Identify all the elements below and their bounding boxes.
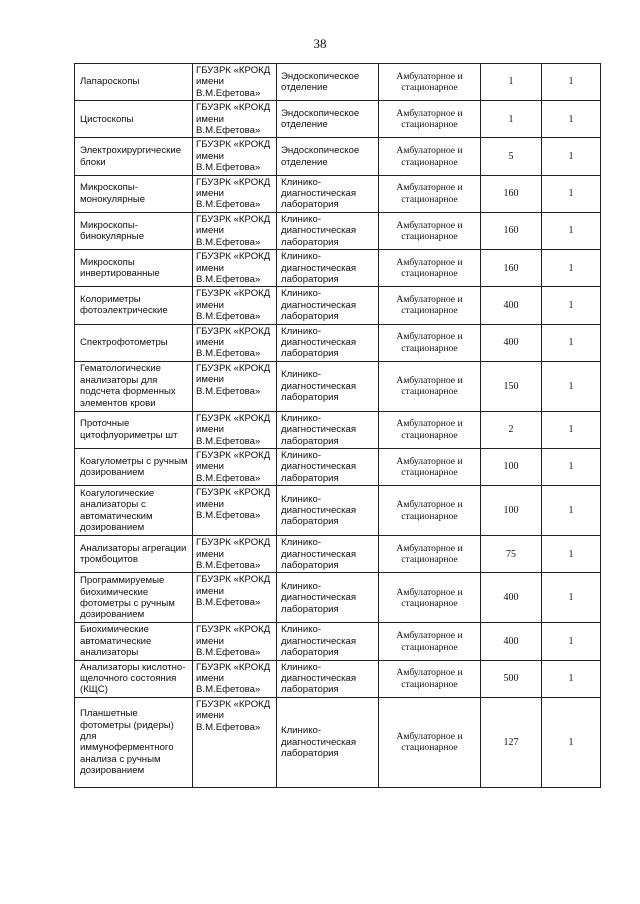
table-row [75, 660, 601, 697]
unit-count: 1 [542, 623, 601, 660]
equipment-name: Колориметры фотоэлектрические [75, 287, 193, 324]
equipment-name: Спектрофотометры [75, 324, 193, 361]
department-name: Эндоскопическое отделение [277, 101, 379, 138]
equipment-quantity: 400 [481, 287, 542, 324]
care-mode: Амбулаторное и стационарное [379, 361, 481, 411]
unit-count: 1 [542, 250, 601, 287]
organization-name: ГБУЗРК «КРОКД имени В.М.Ефетова» [193, 64, 277, 101]
table-row [75, 212, 601, 249]
unit-count: 1 [542, 573, 601, 623]
unit-count: 1 [542, 212, 601, 249]
table-row [75, 697, 601, 787]
equipment-quantity: 127 [481, 697, 542, 787]
department-name: Эндоскопическое отделение [277, 138, 379, 175]
department-name: Клинико-диагностическая лаборатория [277, 212, 379, 249]
care-mode: Амбулаторное и стационарное [379, 486, 481, 536]
table-row [75, 287, 601, 324]
department-name: Клинико-диагностическая лаборатория [277, 250, 379, 287]
organization-name: ГБУЗРК «КРОКД имени В.М.Ефетова» [193, 175, 277, 212]
organization-name: ГБУЗРК «КРОКД имени В.М.Ефетова» [193, 697, 277, 787]
table-row [75, 623, 601, 660]
organization-name: ГБУЗРК «КРОКД имени В.М.Ефетова» [193, 623, 277, 660]
equipment-name: Анализаторы кислотно-щелочного состояния (КЩС) [75, 660, 193, 697]
care-mode: Амбулаторное и стационарное [379, 411, 481, 448]
department-name: Клинико-диагностическая лаборатория [277, 536, 379, 573]
organization-name: ГБУЗРК «КРОКД имени В.М.Ефетова» [193, 101, 277, 138]
organization-name: ГБУЗРК «КРОКД имени В.М.Ефетова» [193, 361, 277, 411]
equipment-quantity: 75 [481, 536, 542, 573]
organization-name: ГБУЗРК «КРОКД имени В.М.Ефетова» [193, 411, 277, 448]
unit-count: 1 [542, 697, 601, 787]
equipment-name: Лапароскопы [75, 64, 193, 101]
department-name: Клинико-диагностическая лаборатория [277, 623, 379, 660]
department-name: Клинико-диагностическая лаборатория [277, 448, 379, 485]
equipment-table-body [75, 64, 601, 788]
care-mode: Амбулаторное и стационарное [379, 138, 481, 175]
organization-name: ГБУЗРК «КРОКД имени В.М.Ефетова» [193, 448, 277, 485]
care-mode: Амбулаторное и стационарное [379, 697, 481, 787]
equipment-quantity: 400 [481, 573, 542, 623]
table-row [75, 448, 601, 485]
department-name: Клинико-диагностическая лаборатория [277, 175, 379, 212]
department-name: Клинико-диагностическая лаборатория [277, 287, 379, 324]
care-mode: Амбулаторное и стационарное [379, 536, 481, 573]
department-name: Эндоскопическое отделение [277, 64, 379, 101]
equipment-name: Микроскопы-монокулярные [75, 175, 193, 212]
page-number: 38 [313, 36, 327, 51]
care-mode: Амбулаторное и стационарное [379, 324, 481, 361]
equipment-quantity: 500 [481, 660, 542, 697]
equipment-quantity: 160 [481, 175, 542, 212]
equipment-quantity: 100 [481, 448, 542, 485]
unit-count: 1 [542, 448, 601, 485]
organization-name: ГБУЗРК «КРОКД имени В.М.Ефетова» [193, 660, 277, 697]
equipment-name: Цистоскопы [75, 101, 193, 138]
department-name: Клинико-диагностическая лаборатория [277, 573, 379, 623]
care-mode: Амбулаторное и стационарное [379, 175, 481, 212]
care-mode: Амбулаторное и стационарное [379, 101, 481, 138]
care-mode: Амбулаторное и стационарное [379, 573, 481, 623]
table-row [75, 138, 601, 175]
table-row [75, 361, 601, 411]
unit-count: 1 [542, 287, 601, 324]
unit-count: 1 [542, 486, 601, 536]
unit-count: 1 [542, 660, 601, 697]
table-row [75, 536, 601, 573]
equipment-quantity: 5 [481, 138, 542, 175]
organization-name: ГБУЗРК «КРОКД имени В.М.Ефетова» [193, 250, 277, 287]
equipment-quantity: 100 [481, 486, 542, 536]
care-mode: Амбулаторное и стационарное [379, 623, 481, 660]
equipment-name: Планшетные фотометры (ридеры) для иммуноферментного анализа с ручным дозированием [75, 697, 193, 787]
equipment-quantity: 400 [481, 324, 542, 361]
organization-name: ГБУЗРК «КРОКД имени В.М.Ефетова» [193, 212, 277, 249]
organization-name: ГБУЗРК «КРОКД имени В.М.Ефетова» [193, 486, 277, 536]
table-row [75, 175, 601, 212]
unit-count: 1 [542, 175, 601, 212]
table-row [75, 324, 601, 361]
care-mode: Амбулаторное и стационарное [379, 660, 481, 697]
organization-name: ГБУЗРК «КРОКД имени В.М.Ефетова» [193, 324, 277, 361]
equipment-name: Проточные цитофлуориметры шт [75, 411, 193, 448]
equipment-name: Коагулометры с ручным дозированием [75, 448, 193, 485]
table-row [75, 64, 601, 101]
equipment-name: Биохимические автоматические анализаторы [75, 623, 193, 660]
organization-name: ГБУЗРК «КРОКД имени В.М.Ефетова» [193, 573, 277, 623]
unit-count: 1 [542, 64, 601, 101]
table-row [75, 250, 601, 287]
care-mode: Амбулаторное и стационарное [379, 448, 481, 485]
equipment-name: Микроскопы инвертированные [75, 250, 193, 287]
equipment-name: Гематологические анализаторы для подсчета форменных элементов крови [75, 361, 193, 411]
care-mode: Амбулаторное и стационарное [379, 250, 481, 287]
equipment-quantity: 1 [481, 64, 542, 101]
unit-count: 1 [542, 536, 601, 573]
department-name: Клинико-диагностическая лаборатория [277, 411, 379, 448]
organization-name: ГБУЗРК «КРОКД имени В.М.Ефетова» [193, 536, 277, 573]
department-name: Клинико-диагностическая лаборатория [277, 486, 379, 536]
department-name: Клинико-диагностическая лаборатория [277, 697, 379, 787]
care-mode: Амбулаторное и стационарное [379, 64, 481, 101]
equipment-quantity: 160 [481, 250, 542, 287]
unit-count: 1 [542, 361, 601, 411]
equipment-name: Анализаторы агрегации тромбоцитов [75, 536, 193, 573]
table-row [75, 101, 601, 138]
department-name: Клинико-диагностическая лаборатория [277, 361, 379, 411]
equipment-quantity: 1 [481, 101, 542, 138]
department-name: Клинико-диагностическая лаборатория [277, 660, 379, 697]
equipment-name: Программируемые биохимические фотометры с ручным дозированием [75, 573, 193, 623]
table-row [75, 486, 601, 536]
unit-count: 1 [542, 411, 601, 448]
care-mode: Амбулаторное и стационарное [379, 212, 481, 249]
organization-name: ГБУЗРК «КРОКД имени В.М.Ефетова» [193, 138, 277, 175]
care-mode: Амбулаторное и стационарное [379, 287, 481, 324]
unit-count: 1 [542, 101, 601, 138]
equipment-table [74, 63, 601, 788]
equipment-quantity: 400 [481, 623, 542, 660]
equipment-quantity: 150 [481, 361, 542, 411]
equipment-name: Электрохирургические блоки [75, 138, 193, 175]
unit-count: 1 [542, 324, 601, 361]
unit-count: 1 [542, 138, 601, 175]
table-row [75, 573, 601, 623]
equipment-quantity: 160 [481, 212, 542, 249]
equipment-name: Коагулогические анализаторы с автоматическим дозированием [75, 486, 193, 536]
organization-name: ГБУЗРК «КРОКД имени В.М.Ефетова» [193, 287, 277, 324]
table-row [75, 411, 601, 448]
department-name: Клинико-диагностическая лаборатория [277, 324, 379, 361]
equipment-name: Микроскопы-бинокулярные [75, 212, 193, 249]
equipment-quantity: 2 [481, 411, 542, 448]
